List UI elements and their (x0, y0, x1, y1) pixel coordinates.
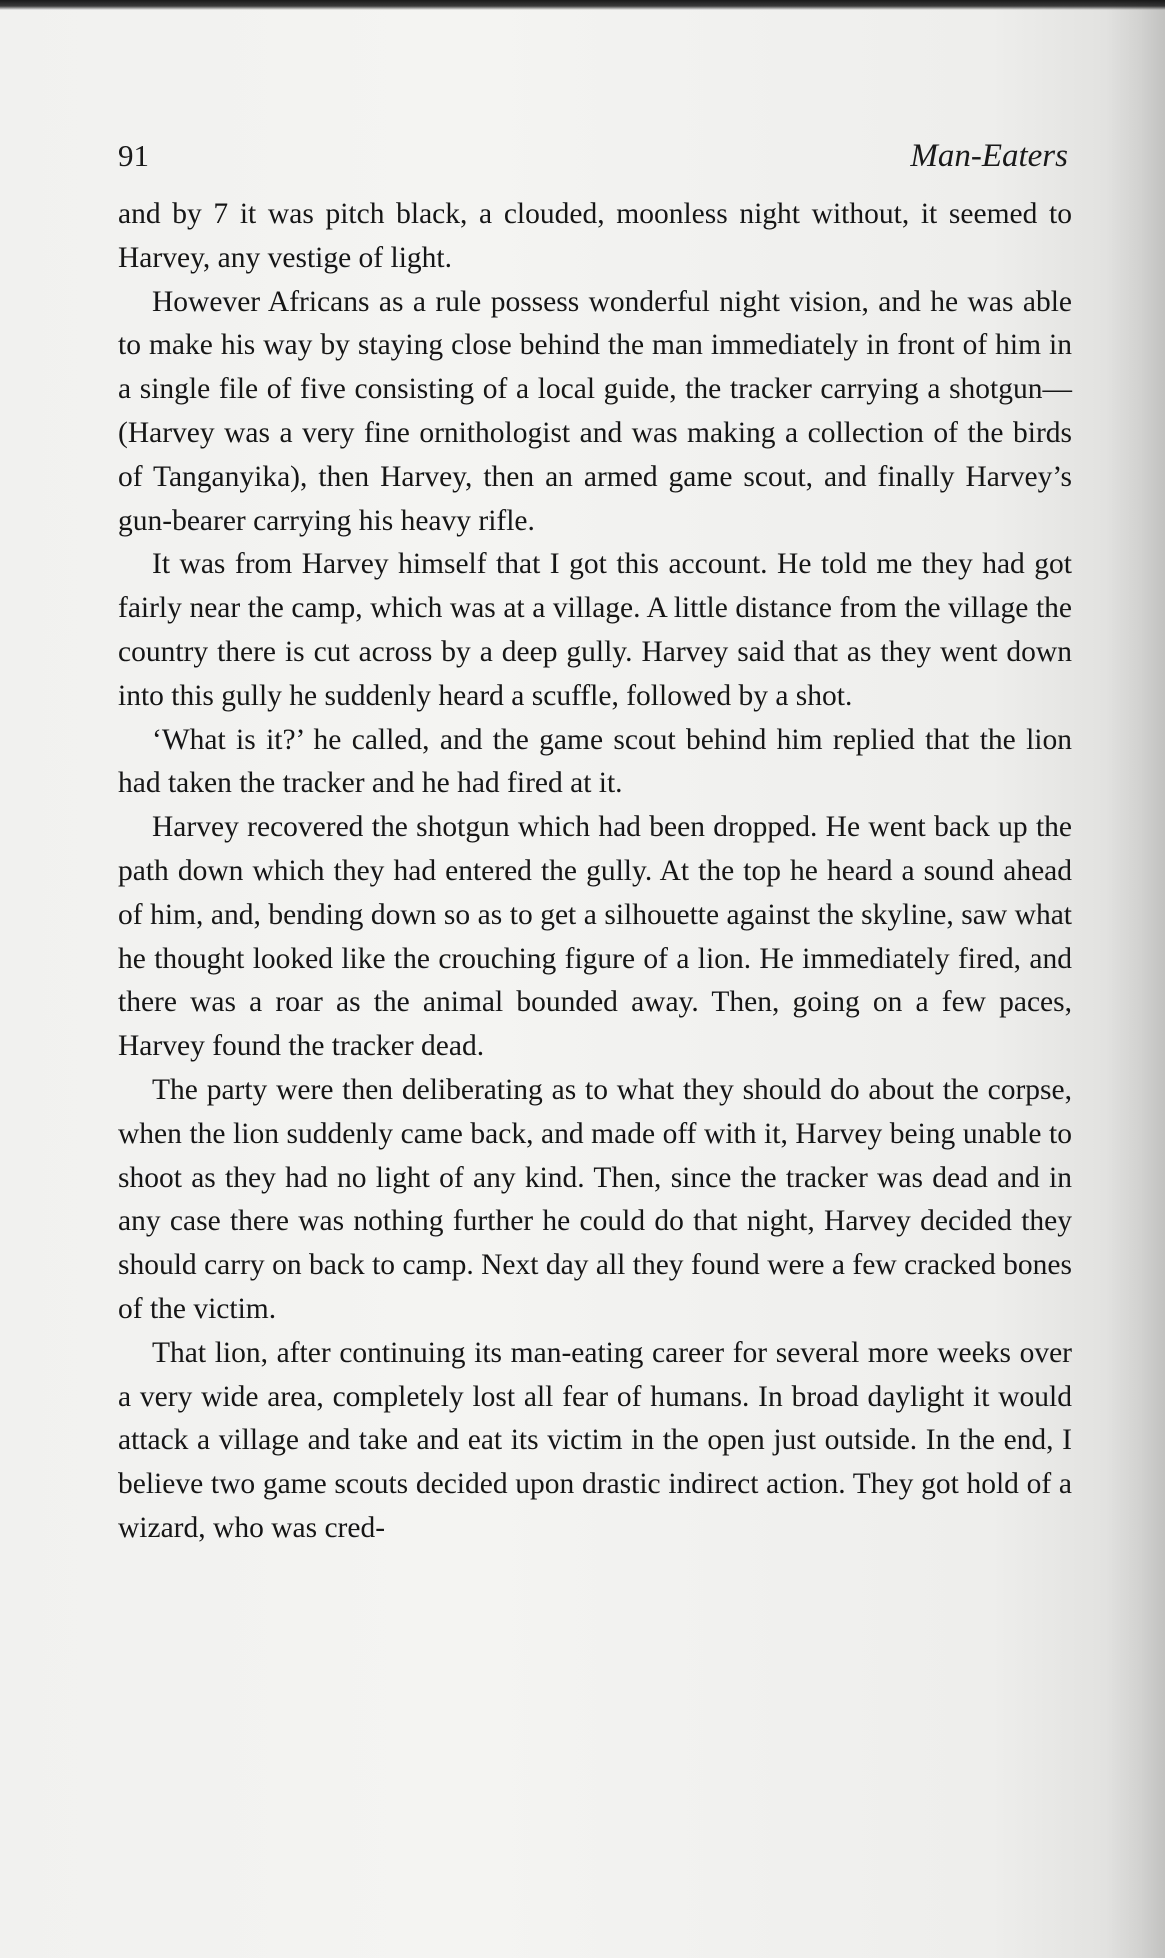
paragraph-5: Harvey recovered the shotgun which had been dropped. He went back up the path down which they had entered the gully. At the top he heard a sound ahead of him, and, bending down so as to get a silhouette against the skyline, saw what he thought looked like the crouching figure of a lion. He immediately fired, and there was a roar as the animal bounded away. Then, going on a few paces, Harvey found the tracker dead. (118, 811, 1072, 1063)
page-header (118, 138, 1068, 188)
running-title: Man-Eaters (910, 138, 1068, 174)
scan-top-edge (0, 0, 1165, 10)
paragraph-3: It was from Harvey himself that I got this account. He told me they had got fairly near the camp, which was at a village. A little distance from the village the country there is cut across by a deep gully. Harvey said that as they went down into this gully he suddenly heard a scuffle, followed by a shot. (118, 548, 1072, 712)
page-number: 91 (118, 138, 149, 173)
paragraph-4: ‘What is it?’ he called, and the game scout behind him replied that the lion had taken the tracker and he had fired at it. (118, 723, 1072, 800)
paragraph-1: and by 7 it was pitch black, a clouded, moonless night without, it seemed to Harvey, any vestige of light. (118, 198, 1072, 274)
page-curl-shadow (1105, 0, 1165, 1958)
paragraph-7: That lion, after continuing its man-eating career for several more weeks over a very wide area, completely lost all fear of humans. In broad daylight it would attack a village and take and eat its victim in the open just outside. In the end, I believe two game scouts decided upon drastic indirect action. They got hold of a wizard, who was cred- (118, 1336, 1072, 1544)
paragraph-2: However Africans as a rule possess wonderful night vision, and he was able to make his way by staying close behind the man immediately in front of him in a single file of five consisting of a local guide, the tracker carrying a shotgun—(Harvey was a very fine ornithologist and was making a collection of the birds of Tanganyika), then Harvey, then an armed game scout, and finally Harvey’s gun-bearer carrying his heavy rifle. (118, 285, 1072, 537)
paragraph-6: The party were then deliberating as to what they should do about the corpse, when the lion suddenly came back, and made off with it, Harvey being unable to shoot as they had no light of any kind. Then, since the tracker was dead and in any case there was nothing further he could do that night, Harvey decided they should carry on back to camp. Next day all they found were a few cracked bones of the victim. (118, 1073, 1072, 1325)
body-text (118, 193, 1072, 1551)
